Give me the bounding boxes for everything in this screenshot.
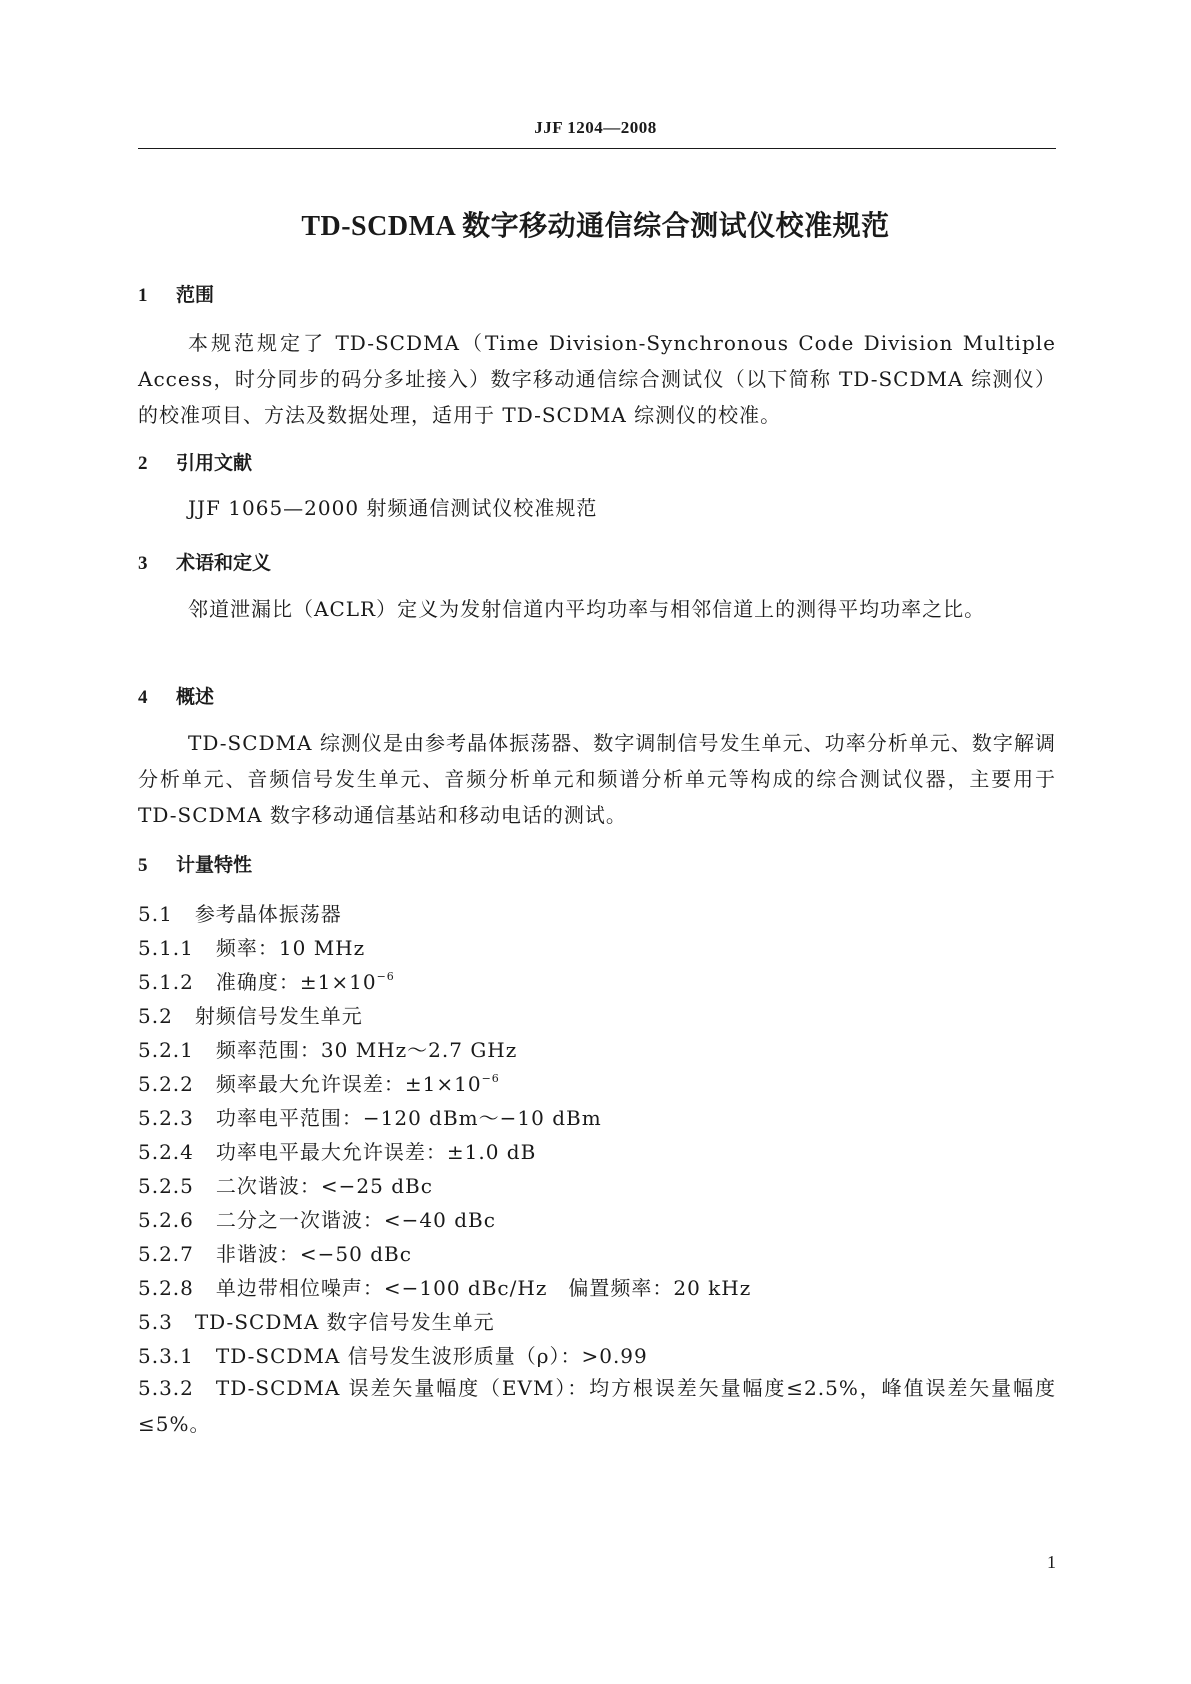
section-heading-terms [138, 548, 271, 575]
paragraph-scope: 本规范规定了 TD-SCDMA（Time Division-Synchronous Code Division Multiple Access，时分同步的码分多址接入）数字移动通信综合测试仪（以下简称 TD-SCDMA 综测仪）的校准项目、方法及数据处理，适用于 TD-SCDMA 综测仪的校准。 [138, 331, 1056, 427]
list-item [138, 1170, 433, 1199]
page-header-code: JJF 1204—2008 [534, 118, 657, 137]
list-item-last [138, 1370, 1056, 1442]
item-text: TD-SCDMA 信号发生波形质量（ρ）：>0.99 [215, 1344, 648, 1368]
item-number: 5.3 [138, 1310, 173, 1334]
item-text: 功率电平范围：−120 dBm～−10 dBm [215, 1106, 602, 1130]
item-number: 5.2.6 [138, 1208, 194, 1232]
item-number: 5.3.2 [138, 1376, 194, 1400]
list-item [138, 1000, 363, 1029]
item-text: 参考晶体振荡器 [194, 902, 342, 926]
item-text: 功率电平最大允许误差：±1.0 dB [215, 1140, 537, 1164]
list-item [138, 1204, 496, 1233]
list-item [138, 932, 365, 961]
section-heading-overview [138, 682, 214, 709]
list-item [138, 1068, 500, 1097]
item-text: 单边带相位噪声：<−100 dBc/Hz 偏置频率：20 kHz [215, 1276, 752, 1300]
item-text: TD-SCDMA 误差矢量幅度（EVM）：均方根误差矢量幅度≤2.5%，峰值误差矢量幅度≤5%。 [138, 1376, 1056, 1436]
section-number: 4 [138, 687, 148, 708]
section-heading-references [138, 448, 252, 475]
item-number: 5.1.1 [138, 936, 194, 960]
item-text: 二分之一次谐波：<−40 dBc [215, 1208, 496, 1232]
list-item [138, 1102, 602, 1131]
item-text: 非谐波：<−50 dBc [215, 1242, 412, 1266]
item-text: 射频信号发生单元 [194, 1004, 363, 1028]
paragraph-reference: JJF 1065—2000 射频通信测试仪校准规范 [188, 496, 598, 520]
item-text: 二次谐波：<−25 dBc [215, 1174, 433, 1198]
item-number: 5.3.1 [138, 1344, 194, 1368]
item-number: 5.2.5 [138, 1174, 194, 1198]
page-number: 1 [1047, 1552, 1056, 1572]
section-heading-metrology [138, 850, 252, 877]
list-item [138, 1238, 412, 1267]
item-text: 频率范围：30 MHz～2.7 GHz [215, 1038, 518, 1062]
section-number: 1 [138, 285, 148, 306]
document-title: TD-SCDMA 数字移动通信综合测试仪校准规范 [301, 211, 890, 242]
item-number: 5.2.3 [138, 1106, 194, 1130]
item-number: 5.2.7 [138, 1242, 194, 1266]
item-exponent: −6 [376, 970, 395, 983]
item-number: 5.2.2 [138, 1072, 194, 1096]
item-text: 频率：10 MHz [215, 936, 366, 960]
list-item [138, 898, 342, 927]
item-number: 5.1.2 [138, 970, 194, 994]
list-item [138, 1306, 495, 1335]
item-number: 5.2.1 [138, 1038, 194, 1062]
item-text: TD-SCDMA 数字信号发生单元 [194, 1310, 495, 1334]
list-item [138, 1136, 536, 1165]
section-number: 2 [138, 453, 148, 474]
item-text: 准确度：±1×10 [215, 970, 377, 994]
section-title: 概述 [176, 686, 215, 708]
item-exponent: −6 [481, 1072, 500, 1085]
list-item [138, 1340, 648, 1369]
section-title: 计量特性 [176, 854, 253, 876]
list-item [138, 1034, 517, 1063]
section-title: 引用文献 [176, 452, 253, 474]
header-rule [138, 148, 1056, 149]
section-number: 5 [138, 855, 148, 876]
paragraph-overview: TD-SCDMA 综测仪是由参考晶体振荡器、数字调制信号发生单元、功率分析单元、数字解调分析单元、音频信号发生单元、音频分析单元和频谱分析单元等构成的综合测试仪器，主要用于 TD-SCDMA 数字移动通信基站和移动电话的测试。 [138, 731, 1056, 827]
list-item [138, 1272, 751, 1301]
item-number: 5.1 [138, 902, 173, 926]
list-item [138, 966, 395, 995]
section-number: 3 [138, 553, 148, 574]
section-title: 术语和定义 [176, 552, 272, 574]
paragraph-definition: 邻道泄漏比（ACLR）定义为发射信道内平均功率与相邻信道上的测得平均功率之比。 [188, 597, 986, 621]
item-number: 5.2 [138, 1004, 173, 1028]
section-title: 范围 [176, 284, 215, 306]
item-number: 5.2.4 [138, 1140, 194, 1164]
item-text: 频率最大允许误差：±1×10 [215, 1072, 482, 1096]
section-heading-scope [138, 280, 214, 307]
item-number: 5.2.8 [138, 1276, 194, 1300]
